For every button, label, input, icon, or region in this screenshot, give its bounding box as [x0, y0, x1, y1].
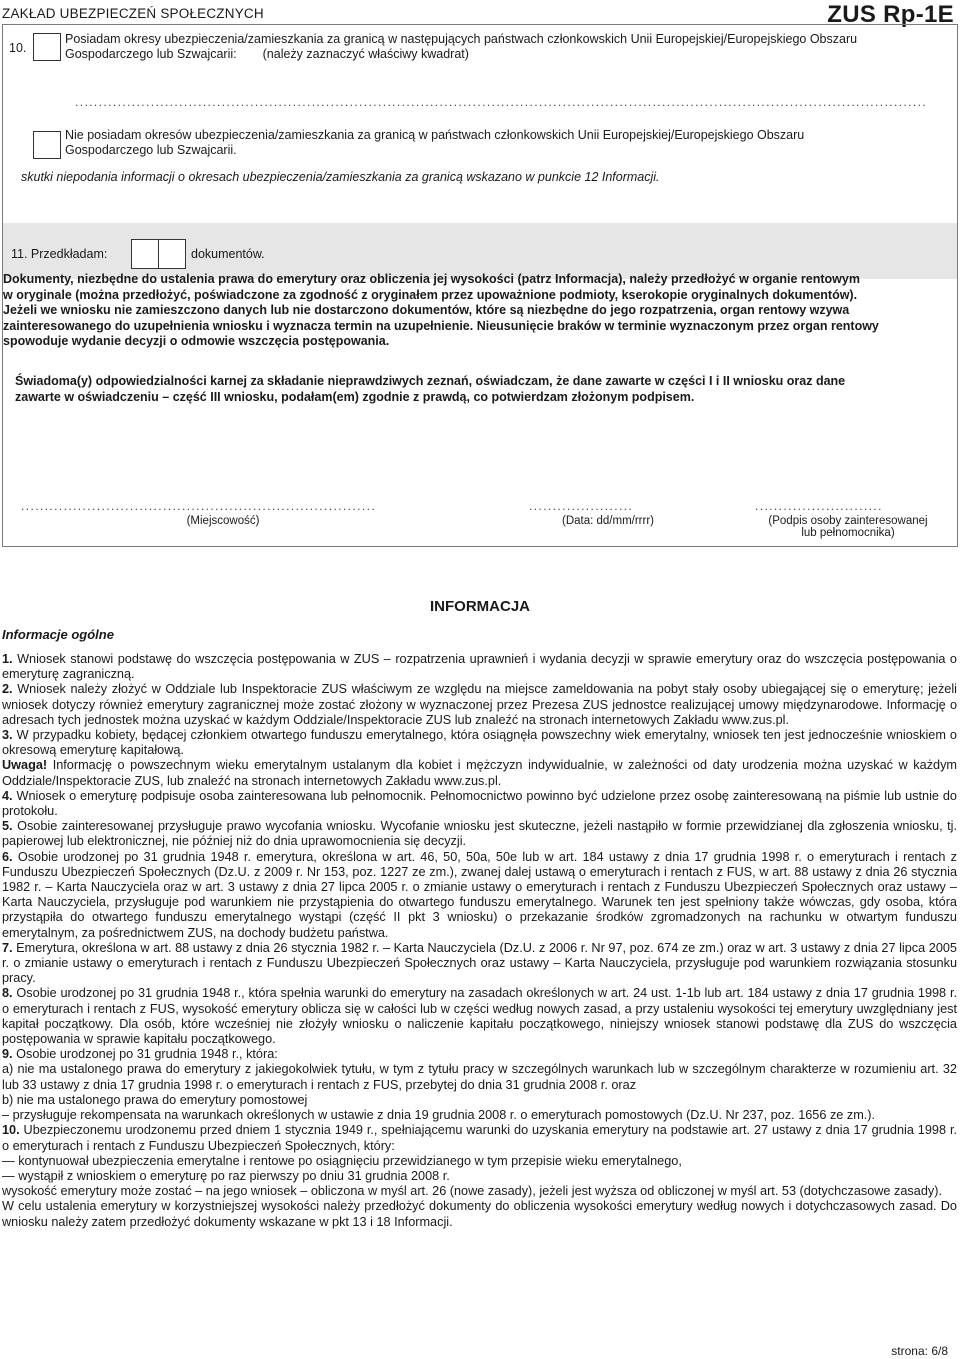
paragraph-number: 6.: [2, 849, 13, 864]
info-paragraph: b) nie ma ustalonego prawa do emerytury pomostowej: [2, 1092, 308, 1107]
documents-line: Jeżeli we wniosku nie zamieszczono danych lub nie dostarczono dokumentów, które są niezbędne do jego rozpatrzenia, organ rentowy wzywa: [3, 303, 850, 317]
documents-paragraph: [3, 272, 951, 350]
info-title: INFORMACJA: [430, 598, 530, 615]
section-10-number: 10.: [9, 41, 27, 55]
date-label: (Data: dd/mm/rrrr): [562, 515, 654, 527]
declaration-line: zawarte w oświadczeniu – część III wniosku, podałam(em) zgodnie z prawdą, co potwierdzam złożonym podpisem.: [15, 389, 695, 404]
paragraph-number: 8.: [2, 986, 13, 1001]
paragraph-number: 3.: [2, 728, 13, 743]
form-code: ZUS Rp-1E: [827, 1, 954, 28]
info-paragraph: 7. Emerytura, określona w art. 88 ustawy z dnia 26 stycznia 1982 r. – Karta Nauczyciela (Dz.U. z 2006 r. Nr 97, poz. 674 ze zm.) oraz w art. 3 ustawy z dnia 27 lipca 2005 r. o zmianie ustawy o emeryturach i rentach z Funduszu Ubezpieczeń Społecznych oraz ustawy – Karta Nauczyciela, przysługuje pod warunkiem rozwiązania stosunku pracy.: [2, 940, 957, 986]
signature-label: [743, 515, 953, 539]
documents-line: Dokumenty, niezbędne do ustalenia prawa do emerytury oraz obliczenia jej wysokości (patrz Informacja), należy przedłożyć w organie rentowym: [3, 272, 860, 286]
info-body: [2, 652, 957, 1230]
info-paragraph: 4. Wniosek o emeryturę podpisuje osoba zainteresowana lub pełnomocnik. Pełnomocnictwo powinno być udzielone przez osobę zainteresowaną na piśmie lub ustnie do protokołu.: [2, 788, 957, 819]
info-paragraph: wysokość emerytury może zostać – na jego wniosek – obliczona w myśl art. 26 (nowe zasady), jeżeli jest wyższa od obliczonej w myśl art. 53 (dotychczasowe zasady).: [2, 1184, 942, 1199]
documents-line: zainteresowanego do uzupełnienia wniosku i wyznacza termin na uzupełnienie. Nieusunięcie braków w terminie wyznaczonym przez organ rentowy: [3, 318, 879, 333]
signature-label-line2: lub pełnomocnika): [801, 527, 895, 539]
info-paragraph: 3. W przypadku kobiety, będącej członkiem otwartego funduszu emerytalnego, która osiągnęła powszechny wiek emerytalny, wniosek ten jest jednocześnie wnioskiem o okresową emeryturę kapitałową.: [2, 728, 957, 758]
declaration-line: Świadoma(y) odpowiedzialności karnej za składanie nieprawdziwych zeznań, oświadczam, że dane zawarte w części I i II wniosku oraz dane: [15, 374, 846, 388]
consequence-note: skutki niepodania informacji o okresach ubezpieczenia/zamieszkania za granicą wskazano w punkcie 12 Informacji.: [21, 170, 660, 184]
option-no-foreign-periods-label: [65, 128, 804, 158]
institution-name: ZAKŁAD UBEZPIECZEŃ SPOŁECZNYCH: [2, 6, 264, 21]
info-paragraph: 1. Wniosek stanowi podstawę do wszczęcia postępowania w ZUS – rozpatrzenia uprawnień i wydania decyzji w sprawie emerytury oraz do wszczęcia postępowania o emeryturę zagraniczną.: [2, 652, 957, 682]
section-11-suffix: dokumentów.: [191, 247, 265, 261]
option-no-foreign-periods-checkbox[interactable]: [33, 131, 61, 159]
place-input-line[interactable]: ...........................................................................: [21, 499, 377, 513]
signature-label-line1: (Podpis osoby zainteresowanej: [768, 515, 928, 527]
documents-line: spowoduje wydanie decyzji o odmowie wszczęcia postępowania.: [3, 334, 390, 348]
section-11-band: [3, 223, 957, 279]
info-paragraph: 10. Ubezpieczonemu urodzonemu przed dniem 1 stycznia 1949 r., spełniającemu warunki do uzyskania emerytury na podstawie art. 27 ustawy z dnia 17 grudnia 1998 r. o emeryturach i rentach z Funduszu Ubezpieczeń Społecznych, który:: [2, 1123, 957, 1153]
document-count-digit-1[interactable]: [131, 239, 159, 269]
declaration-paragraph: [15, 374, 951, 405]
info-paragraph: Uwaga! Informację o powszechnym wieku emerytalnym ustalanym dla kobiet i mężczyzn indywidualnie, w zależności od daty urodzenia można uzyskać w każdym Oddziale/Inspektoracie ZUS, lub znaleźć na stronach internetowych Zakładu www.zus.pl.: [2, 758, 957, 788]
option-has-foreign-periods-line1: Posiadam okresy ubezpieczenia/zamieszkania za granicą w następujących państwach członkowskich Unii Europejskiej/Europejskiego Obszaru: [65, 32, 858, 46]
paragraph-number: 7.: [2, 940, 13, 955]
foreign-countries-input-line[interactable]: ....................................................................................................................................................................................: [75, 95, 928, 109]
section-11-label: 11. Przedkładam:: [11, 247, 108, 261]
paragraph-number: 5.: [2, 819, 13, 834]
paragraph-number: 10.: [2, 1123, 20, 1138]
option-no-foreign-periods-line2: Gospodarczego lub Szwajcarii.: [65, 143, 237, 157]
date-input-line[interactable]: ......................: [529, 499, 634, 513]
info-subtitle: Informacje ogólne: [2, 627, 114, 642]
paragraph-number: 1.: [2, 652, 13, 666]
info-paragraph: 2. Wniosek należy złożyć w Oddziale lub Inspektoracie ZUS właściwym ze względu na miejsce zameldowania na pobyt stały osoby ubiegającej się o emeryturę; jeżeli wniosek dotyczy również emerytury zagranicznej może zostać złożony w wyznaczonej przez Prezesa ZUS jednostce realizującej umowy międzynarodowe. Informację o adresach tych jednostek można uzyskać w każdym Oddziale/Inspektoracie ZUS lub znaleźć na stronach internetowych Zakładu www.zus.pl.: [2, 682, 957, 727]
paragraph-number: 9.: [2, 1047, 13, 1062]
info-paragraph: W celu ustalenia emerytury w korzystniejszej wysokości należy przedłożyć dokumenty do obliczenia wysokości emerytury według nowych i dotychczasowych zasad. Do wniosku należy zatem przedłożyć dokumenty wskazane w pkt 13 i 18 Informacji.: [2, 1199, 957, 1229]
paragraph-number: 4.: [2, 788, 13, 803]
page-number: strona: 6/8: [891, 1344, 948, 1358]
documents-line: w oryginale (można przedłożyć, poświadczone za zgodność z oryginałem przez upoważnione podmioty, kserokopie oryginalnych dokumentów).: [3, 287, 858, 302]
option-no-foreign-periods-line1: Nie posiadam okresów ubezpieczenia/zamieszkania za granicą w państwach członkowskich Unii Europejskiej/Europejskiego Obszaru: [65, 128, 805, 142]
option-has-foreign-periods-label: [65, 32, 857, 62]
place-label: (Miejscowość): [186, 515, 260, 527]
info-paragraph: 9. Osobie urodzonej po 31 grudnia 1948 r., która:: [2, 1047, 278, 1062]
info-paragraph: 8. Osobie urodzonej po 31 grudnia 1948 r., która spełnia warunki do emerytury na zasadach określonych w art. 24 ust. 1-1b lub art. 184 ustawy z dnia 17 grudnia 1998 r. o emeryturach i rentach z FUS, wysokość emerytury oblicza się w całości lub w części według nowych zasad, a przy ustaleniu wysokości tej emerytury uwzględniany jest kapitał początkowy. Dla osób, które wcześniej nie złożyły wniosku o naliczenie kapitału początkowego, niniejszy wniosek stanowi podstawę dla ZUS do wszczęcia postępowania w sprawie kapitału początkowego.: [2, 986, 957, 1047]
info-paragraph: — wystąpił z wnioskiem o emeryturę po raz pierwszy po dniu 31 grudnia 2008 r.: [2, 1168, 450, 1183]
info-paragraph: — kontynuował ubezpieczenia emerytalne i rentowe po osiągnięciu przewidzianego w tym przepisie wieku emerytalnego,: [2, 1153, 682, 1168]
option-has-foreign-periods-line2: Gospodarczego lub Szwajcarii:: [65, 47, 237, 61]
signature-input-line[interactable]: ...........................: [755, 499, 883, 513]
info-paragraph: 5. Osobie zainteresowanej przysługuje prawo wycofania wniosku. Wycofanie wniosku jest skuteczne, jeżeli nastąpiło w formie przewidzianej dla zgłoszenia wniosku, tj. papierowej lub elektronicznej, nie później niż do dnia uprawomocnienia się decyzji.: [2, 819, 957, 849]
option-has-foreign-periods-checkbox[interactable]: [33, 33, 61, 61]
info-paragraph: 6. Osobie urodzonej po 31 grudnia 1948 r. emerytura, określona w art. 46, 50, 50a, 50e lub w art. 184 ustawy z dnia 17 grudnia 1998 r. o emeryturach i rentach z Funduszu Ubezpieczeń Społecznych (Dz.U. z 2009 r. Nr 153, poz. 1227 ze zm.), zwanej dalej ustawą o emeryturach i rentach z FUS, w art. 88 ustawy z dnia 26 stycznia 1982 r. – Karta Nauczyciela oraz w art. 3 ustawy z dnia 27 lipca 2005 r. o zmianie ustawy o emeryturach i rentach z Funduszu Ubezpieczeń Społecznych oraz ustawy – Karta Nauczyciela, przysługuje pod warunkiem nie przystąpienia do otwartego funduszu emerytalnego. Warunek ten jest spełniony także wówczas, gdy osoba, która przystąpiła do otwartego funduszu emerytalnego wystąpi (część II pkt 3 wniosku) o przekazanie środków zgromadzonych na rachunku w otwartym funduszu emerytalnym, za pośrednictwem ZUS, na dochody budżetu państwa.: [2, 849, 957, 940]
info-paragraph: – przysługuje rekompensata na warunkach określonych w ustawie z dnia 19 grudnia 2008 r. o emeryturach pomostowych (Dz.U. Nr 237, poz. 1656 ze zm.).: [2, 1108, 876, 1123]
info-paragraph: a) nie ma ustalonego prawa do emerytury z jakiegokolwiek tytułu, w tym z tytułu pracy w szczególnych warunkach lub w szczególnym charakterze w rozumieniu art. 32 lub 33 ustawy z dnia 17 grudnia 1998 r. o emeryturach i rentach z FUS, przebytej do dnia 31 grudnia 2008 r. oraz: [2, 1062, 957, 1092]
paragraph-number: Uwaga!: [2, 758, 48, 773]
section-10-frame: [2, 24, 958, 547]
paragraph-number: 2.: [2, 682, 13, 697]
checkbox-hint: (należy zaznaczyć właściwy kwadrat): [262, 47, 469, 61]
document-count-digit-2[interactable]: [158, 239, 186, 269]
